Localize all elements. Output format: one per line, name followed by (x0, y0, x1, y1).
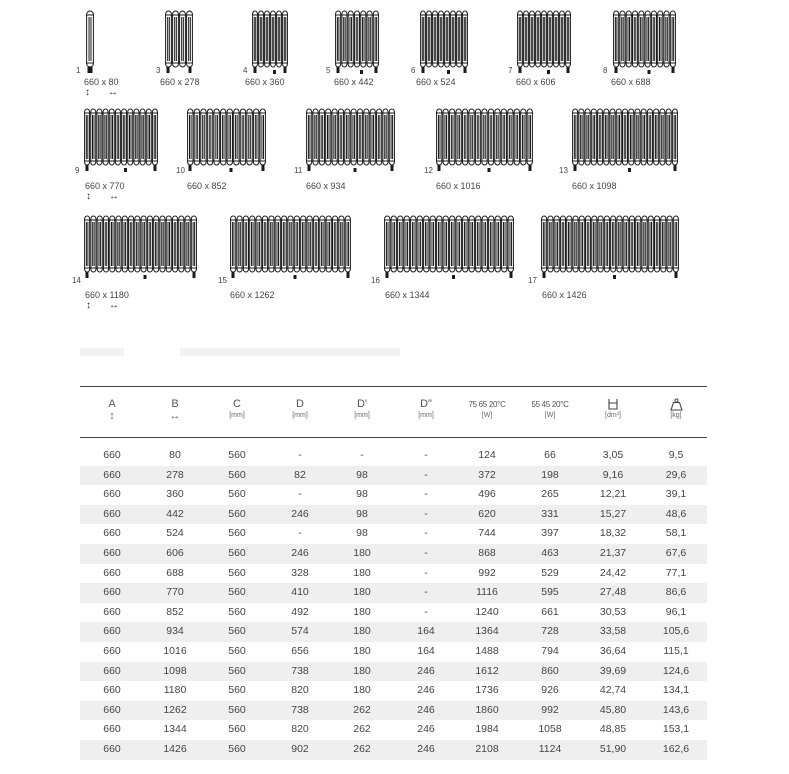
table-cell: 262 (353, 723, 371, 736)
column-label: D' (356, 398, 368, 410)
table-cell: 620 (478, 507, 496, 520)
table-cell: 15,27 (599, 507, 627, 520)
radiator-number: 8 (603, 66, 608, 75)
table-cell: 524 (166, 527, 184, 540)
radiator-number: 17 (528, 276, 537, 285)
radiator-item (250, 6, 290, 76)
radiator-number: 6 (411, 66, 416, 75)
radiator-dimensions: 660 x 524 (416, 77, 456, 87)
table-cell: 124,6 (662, 664, 690, 677)
table-cell: 48,85 (599, 723, 627, 736)
horizontal-arrow-icon: ↔ (109, 300, 119, 311)
table-cell: 246 (417, 664, 435, 677)
table-cell: 180 (353, 547, 371, 559)
column-header (647, 398, 705, 421)
table-cell: 560 (228, 586, 246, 599)
table-cell: 115,1 (663, 645, 689, 657)
radiator-number: 5 (326, 66, 331, 75)
table-cell: 9,5 (668, 449, 684, 461)
table-cell: 1124 (538, 743, 562, 755)
table-cell: 738 (291, 703, 309, 716)
table-cell: 1736 (475, 684, 499, 697)
radiator-dimensions: 660 x 1426 (542, 290, 587, 300)
table-cell: 246 (417, 684, 435, 697)
table-cell: - (424, 449, 428, 461)
radiator-dimensions: 660 x 852 (187, 181, 227, 191)
table-cell: 51,90 (599, 743, 627, 755)
table-cell: 496 (478, 488, 496, 501)
table-row (80, 642, 707, 662)
table-cell: 660 (103, 703, 121, 716)
radiator-drawing (82, 211, 199, 281)
table-cell: 992 (541, 703, 559, 716)
table-cell: 660 (103, 527, 121, 540)
column-unit: [mm] (292, 412, 308, 419)
table-cell: 98 (356, 488, 368, 501)
table-cell: 9,16 (602, 468, 624, 481)
radiator-number: 15 (218, 276, 227, 285)
table-row (80, 505, 707, 525)
radiator-drawing (333, 6, 381, 76)
table-cell: 463 (541, 547, 559, 559)
table-row (80, 740, 707, 760)
table-cell: 820 (291, 723, 309, 736)
table-cell: 1116 (476, 586, 498, 599)
table-cell: 606 (166, 547, 184, 559)
table-row (80, 544, 707, 564)
table-cell: 660 (103, 507, 121, 520)
table-cell: 660 (103, 723, 121, 736)
table-cell: 246 (417, 723, 435, 736)
table-cell: 24,42 (599, 566, 627, 579)
table-cell: 246 (417, 743, 435, 755)
table-cell: 660 (103, 468, 121, 481)
table-cell: 18,32 (599, 527, 627, 540)
column-header (458, 398, 516, 421)
column-header (333, 398, 391, 421)
radiator-drawing (515, 6, 573, 76)
table-cell: 180 (353, 566, 371, 579)
table-cell: 153,1 (662, 723, 690, 736)
table-cell: 30,53 (599, 605, 627, 618)
radiator-item (434, 104, 535, 174)
faint-mark (180, 348, 400, 356)
table-cell: - (298, 527, 302, 540)
table-cell: 198 (541, 468, 559, 481)
column-unit: [kg] (670, 412, 682, 419)
table-cell: 560 (228, 645, 246, 657)
radiator-item (382, 211, 516, 281)
table-cell: 1364 (475, 625, 499, 638)
radiator-number: 7 (508, 66, 513, 75)
table-cell: 660 (103, 605, 121, 618)
table-cell: 560 (228, 743, 246, 755)
table-cell: 852 (166, 605, 184, 618)
table-cell: 595 (541, 586, 559, 599)
table-cell: 328 (291, 566, 309, 579)
table-cell: 2108 (475, 743, 499, 755)
table-cell: 661 (541, 605, 559, 618)
table-cell: 656 (291, 645, 309, 657)
radiator-dimensions: 660 x 1180 (85, 290, 129, 300)
column-header (271, 398, 329, 421)
table-cell: 82 (294, 468, 306, 481)
table-cell: 98 (356, 468, 368, 481)
radiator-item (163, 6, 195, 76)
table-cell: 934 (166, 625, 184, 638)
table-row (80, 446, 707, 466)
radiator-item (570, 104, 680, 174)
radiator-drawing (382, 211, 516, 281)
table-row (80, 603, 707, 623)
table-cell: 397 (541, 527, 559, 540)
table-cell: 660 (103, 566, 121, 579)
table-header-rule (80, 437, 707, 438)
table-cell: 67,6 (665, 547, 687, 559)
table-cell: 246 (291, 547, 309, 559)
table-cell: 560 (228, 625, 246, 638)
table-cell: 86,6 (665, 586, 687, 599)
table-cell: 860 (541, 664, 559, 677)
table-cell: 738 (291, 664, 309, 677)
table-cell: 1180 (163, 684, 187, 697)
radiator-number: 1 (76, 66, 81, 75)
table-cell: 98 (356, 527, 368, 540)
table-cell: 134,1 (662, 684, 690, 697)
radiator-item (515, 6, 573, 76)
table-cell: 1240 (475, 605, 499, 618)
horizontal-arrow-icon: ↔ (108, 87, 118, 98)
radiator-item (611, 6, 678, 76)
radiator-drawing (611, 6, 678, 76)
radiator-dimensions: 660 x 80 (84, 77, 119, 87)
table-cell: 39,1 (665, 488, 687, 501)
radiator-item (185, 104, 268, 174)
table-cell: 902 (291, 743, 309, 755)
table-cell: 262 (353, 703, 371, 716)
table-cell: 246 (417, 703, 435, 716)
radiator-dimensions: 660 x 1344 (385, 290, 430, 300)
radiator-dimensions: 660 x 770 (85, 181, 125, 191)
table-cell: 560 (228, 547, 246, 559)
radiator-item (228, 211, 353, 281)
dimension-arrows (86, 191, 119, 202)
table-cell: 660 (103, 645, 121, 657)
table-cell: 372 (478, 468, 496, 481)
table-cell: 744 (478, 527, 496, 540)
dimension-arrow-icon: ↔ (169, 410, 181, 422)
table-cell: 180 (353, 586, 371, 599)
table-cell: - (424, 488, 428, 501)
table-cell: 1016 (163, 645, 187, 657)
radiator-drawing (82, 104, 160, 174)
table-cell: 560 (228, 488, 246, 501)
table-cell: 262 (353, 743, 371, 755)
table-cell: 331 (541, 507, 559, 520)
radiator-drawing (434, 104, 535, 174)
column-header (146, 398, 204, 421)
table-cell: 1058 (538, 723, 562, 736)
table-cell: 246 (291, 507, 309, 520)
radiator-number: 16 (371, 276, 380, 285)
table-cell: 143,6 (662, 703, 690, 716)
radiator-item (82, 104, 160, 174)
table-cell: 660 (103, 586, 121, 599)
table-cell: 560 (228, 723, 246, 736)
column-unit: [mm] (229, 412, 245, 419)
table-cell: 162,6 (662, 743, 690, 755)
radiator-item (82, 211, 199, 281)
radiator-number: 10 (176, 166, 185, 175)
table-cell: 66 (544, 449, 556, 461)
radiator-number: 9 (75, 166, 80, 175)
table-row (80, 466, 707, 486)
table-cell: 660 (103, 625, 121, 638)
column-label: 55 45 20°C (531, 400, 569, 409)
table-top-rule (80, 386, 707, 387)
table-cell: 560 (228, 527, 246, 540)
table-cell: 560 (228, 684, 246, 697)
table-cell: 265 (541, 488, 559, 501)
radiator-dimensions: 660 x 1262 (230, 290, 275, 300)
column-header (397, 398, 455, 421)
table-cell: - (298, 449, 302, 461)
table-cell: 770 (166, 586, 184, 599)
table-cell: 360 (166, 488, 184, 501)
table-cell: - (424, 566, 428, 579)
table-cell: 1612 (475, 664, 499, 677)
table-cell: 180 (353, 664, 371, 677)
table-cell: 36,64 (599, 645, 627, 657)
radiator-drawing (185, 104, 268, 174)
column-header (208, 398, 266, 421)
table-row (80, 524, 707, 544)
radiator-number: 4 (243, 66, 248, 75)
table-cell: - (298, 488, 302, 501)
radiator-dimensions: 660 x 1098 (572, 181, 617, 191)
table-cell: 560 (228, 605, 246, 618)
radiator-number: 14 (72, 276, 81, 285)
table-cell: 492 (291, 605, 309, 618)
table-cell: 124 (478, 449, 496, 461)
table-cell: 3,05 (602, 449, 624, 461)
table-cell: 574 (291, 625, 309, 638)
column-label: C (233, 398, 241, 410)
table-cell: 660 (103, 743, 121, 755)
radiator-drawing (304, 104, 397, 174)
radiator-item (418, 6, 470, 76)
radiator-dimensions: 660 x 1016 (436, 181, 481, 191)
table-row (80, 583, 707, 603)
radiator-dimensions: 660 x 360 (245, 77, 285, 87)
table-cell: 58,1 (665, 527, 687, 540)
radiator-item (84, 6, 96, 76)
table-cell: 1344 (163, 723, 187, 736)
table-cell: - (424, 468, 428, 481)
table-cell: 728 (541, 625, 559, 638)
dimension-arrow-icon: ↕ (109, 410, 115, 422)
column-label: A (108, 398, 116, 410)
column-header (521, 398, 579, 421)
faint-mark (80, 348, 124, 356)
radiator-item (539, 211, 681, 281)
table-cell: 29,6 (665, 468, 687, 481)
table-cell: - (424, 586, 428, 599)
table-cell: 180 (353, 684, 371, 697)
column-label: 75 65 20°C (468, 400, 506, 409)
column-unit: [mm] (354, 412, 370, 419)
table-cell: - (424, 507, 428, 520)
table-cell: 180 (353, 625, 371, 638)
table-cell: 164 (417, 625, 435, 638)
table-cell: 45,80 (599, 703, 627, 716)
table-cell: 180 (353, 605, 371, 618)
column-header (584, 398, 642, 421)
table-cell: 992 (478, 566, 496, 579)
table-cell: 868 (478, 547, 496, 559)
table-cell: 180 (353, 645, 371, 657)
table-cell: 560 (228, 566, 246, 579)
table-cell: 1262 (163, 703, 187, 716)
table-cell: - (360, 449, 364, 461)
table-row (80, 622, 707, 642)
table-cell: 688 (166, 566, 184, 579)
table-cell: 278 (166, 468, 184, 481)
table-cell: 12,21 (599, 488, 627, 501)
table-cell: 660 (103, 684, 121, 697)
column-header (83, 398, 141, 421)
table-cell: 1098 (163, 664, 187, 677)
radiator-drawing (163, 6, 195, 76)
table-cell: 33,58 (599, 625, 627, 638)
table-cell: 926 (541, 684, 559, 697)
table-cell: 560 (228, 449, 246, 461)
table-cell: 39,69 (599, 664, 627, 677)
vertical-arrow-icon: ↕ (86, 300, 91, 311)
column-label: D (296, 398, 304, 410)
table-cell: 1984 (475, 723, 499, 736)
radiator-dimensions: 660 x 934 (306, 181, 346, 191)
table-cell: 660 (103, 488, 121, 501)
table-cell: 48,6 (665, 507, 687, 520)
table-cell: 442 (166, 507, 184, 520)
radiator-dimensions: 660 x 278 (160, 77, 200, 87)
table-cell: 21,37 (599, 547, 627, 559)
water-volume-icon (584, 398, 642, 411)
table-row (80, 701, 707, 721)
column-label: D" (420, 398, 432, 410)
vertical-arrow-icon: ↕ (86, 191, 91, 202)
radiator-drawing (570, 104, 680, 174)
table-row (80, 720, 707, 740)
table-cell: - (424, 605, 428, 618)
radiator-drawing (418, 6, 470, 76)
vertical-arrow-icon: ↕ (85, 87, 90, 98)
table-cell: 105,6 (662, 625, 690, 638)
table-cell: 27,48 (599, 586, 627, 599)
table-cell: 560 (228, 507, 246, 520)
column-unit: [W] (481, 412, 493, 419)
column-unit: [mm] (418, 412, 434, 419)
table-cell: - (424, 527, 428, 540)
radiator-number: 13 (559, 166, 568, 175)
table-cell: 1426 (163, 743, 187, 755)
table-row (80, 662, 707, 682)
radiator-drawing (250, 6, 290, 76)
table-cell: 660 (103, 547, 121, 559)
dimension-arrows (85, 87, 118, 98)
table-cell: 42,74 (599, 684, 627, 697)
radiator-dimensions: 660 x 688 (611, 77, 651, 87)
table-cell: 1860 (475, 703, 499, 716)
table-row (80, 681, 707, 701)
table-cell: 98 (356, 507, 368, 520)
table-cell: 660 (103, 449, 121, 461)
radiator-number: 3 (156, 66, 161, 75)
table-cell: 794 (541, 645, 559, 657)
table-row (80, 485, 707, 505)
dimension-arrows (86, 300, 119, 311)
table-cell: 80 (169, 449, 181, 461)
table-cell: 820 (291, 684, 309, 697)
table-cell: 410 (291, 586, 309, 599)
column-unit: [dm³] (605, 412, 621, 419)
table-cell: 77,1 (665, 566, 687, 579)
table-cell: - (424, 547, 428, 559)
radiator-drawing (539, 211, 681, 281)
radiator-item (304, 104, 397, 174)
radiator-drawing (84, 6, 96, 76)
column-label: B (171, 398, 179, 410)
radiator-item (333, 6, 381, 76)
table-cell: 164 (417, 645, 435, 657)
radiator-dimensions: 660 x 606 (516, 77, 556, 87)
radiator-dimensions: 660 x 442 (334, 77, 374, 87)
table-cell: 660 (103, 664, 121, 677)
table-cell: 1488 (475, 645, 499, 657)
radiator-drawing (228, 211, 353, 281)
table-row (80, 564, 707, 584)
radiator-number: 12 (424, 166, 433, 175)
table-cell: 560 (228, 703, 246, 716)
column-unit: [W] (544, 412, 556, 419)
table-cell: 529 (541, 566, 559, 579)
table-cell: 560 (228, 468, 246, 481)
radiator-number: 11 (294, 166, 303, 175)
weight-icon (647, 398, 705, 411)
table-cell: 560 (228, 664, 246, 677)
table-cell: 96,1 (665, 605, 687, 618)
horizontal-arrow-icon: ↔ (109, 191, 119, 202)
